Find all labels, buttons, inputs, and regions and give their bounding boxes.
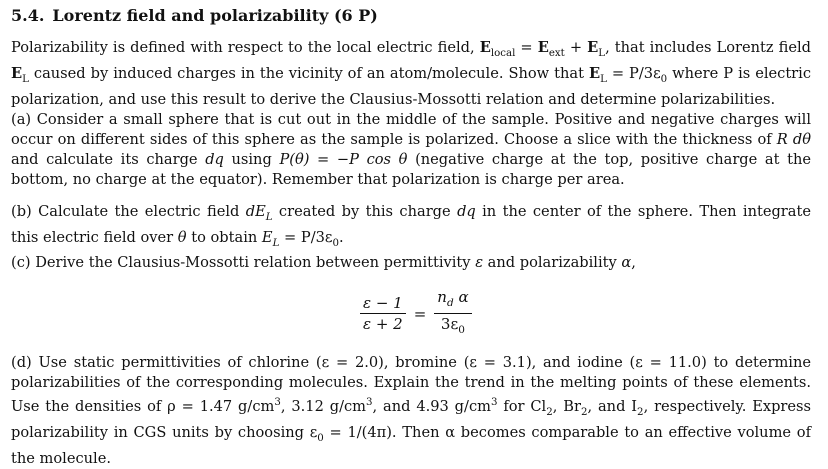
l-sub-2: L xyxy=(22,73,29,85)
e-l-3: E xyxy=(588,64,601,82)
part-a-text-3: using xyxy=(223,151,280,168)
part-c-text-1: (c) Derive the Clausius-Mossotti relation between permittivity xyxy=(11,254,476,271)
p-theta: P(θ) = −P cos θ xyxy=(279,151,408,168)
problem-title: Lorentz field and polarizability (6 P) xyxy=(52,6,378,25)
intro-paragraph xyxy=(11,38,811,110)
e-ext: E xyxy=(537,39,549,56)
part-c-paragraph xyxy=(11,253,811,273)
r-dtheta: R dθ xyxy=(776,131,811,148)
e-l: E xyxy=(587,39,599,56)
part-d-text-5: , Br xyxy=(552,397,581,415)
part-a-paragraph xyxy=(11,110,811,190)
part-d-text-3: , and 4.93 g/cm xyxy=(372,397,491,415)
e-l-b: E xyxy=(261,228,273,246)
problem-number: 5.4. xyxy=(11,6,45,25)
part-d-text-6: , and I xyxy=(587,397,638,415)
part-d-paragraph xyxy=(11,353,811,469)
rhs-alpha: α xyxy=(453,288,469,306)
de-l-sub: L xyxy=(265,211,273,223)
lhs-numerator: ε − 1 xyxy=(363,294,403,312)
br2-sub: 2 xyxy=(580,406,588,418)
dq-b: dq xyxy=(457,203,476,220)
part-b-text-6: . xyxy=(338,228,344,246)
rhs-den-sub: 0 xyxy=(458,324,465,336)
part-b-text-2: created by this charge xyxy=(272,203,458,220)
problem-heading xyxy=(11,5,378,27)
part-a-text-2: and calculate its charge xyxy=(11,151,206,168)
local-sub: local xyxy=(490,47,516,59)
part-b-text-3: in the center of the sphere. Then integrate this electric field over xyxy=(11,203,811,246)
theta: θ xyxy=(177,228,187,246)
equals: = xyxy=(515,39,538,56)
intro-text-1: Polarizability is defined with respect to the local electric field, xyxy=(11,39,480,56)
cube-3: 3 xyxy=(490,397,498,408)
plus: + xyxy=(564,39,588,56)
ext-sub: ext xyxy=(548,47,565,59)
part-b-paragraph xyxy=(11,202,811,254)
intro-text-4: = P/3ε xyxy=(606,64,661,82)
dq: dq xyxy=(205,151,224,168)
rhs-d: d xyxy=(446,297,454,309)
alpha: α xyxy=(621,254,632,271)
eps0-d-sub: 0 xyxy=(317,432,324,444)
part-d-text-2: , 3.12 g/cm xyxy=(280,397,366,415)
part-a-text-4: (negative charge at the top, positive charge at the bottom, no charge at the equator). Remember that polarization is charge per area. xyxy=(11,151,812,188)
part-b-text-4: to obtain xyxy=(186,228,262,246)
lhs-denominator: ε + 2 xyxy=(363,315,403,333)
epsilon: ε xyxy=(475,254,484,271)
intro-text-2: , that includes Lorentz field xyxy=(605,39,811,56)
intro-text-3: caused by induced charges in the vicinity of an atom/molecule. Show that xyxy=(28,64,589,82)
rhs-n: n xyxy=(437,288,447,306)
cl2-sub: 2 xyxy=(546,406,553,418)
equation-equals: = xyxy=(413,304,427,323)
rhs-fraction xyxy=(434,287,471,340)
l-sub-3: L xyxy=(600,73,607,85)
rhs-denominator: 3ε xyxy=(440,315,459,333)
e-l-2: E xyxy=(11,64,23,82)
part-a-text-1: (a) Consider a small sphere that is cut out in the middle of the sample. Positive and negative charges will occur on different sides of this sphere as the sample is polarized. Choose a slice with the thickness of xyxy=(11,111,811,148)
l-sub: L xyxy=(598,47,606,59)
lhs-fraction xyxy=(360,293,406,334)
part-d-text-8: = 1/(4π). Then α becomes comparable to an effective volume of the molecule. xyxy=(11,423,811,467)
part-b-text-1: (b) Calculate the electric field xyxy=(11,203,246,220)
part-c-text-3: , xyxy=(631,254,636,271)
intro-text-5: where P is electric polarization, and use this result to derive the Clausius-Mossotti relation and determine polarizabilities. xyxy=(11,64,811,108)
part-b-text-5: = P/3ε xyxy=(279,228,333,246)
clausius-mossotti-equation xyxy=(360,287,472,340)
eps0-sub: 0 xyxy=(660,73,668,85)
part-d-text-7: , respectively. Express polarizability in CGS units by choosing ε xyxy=(11,397,812,441)
i2-sub: 2 xyxy=(637,406,644,418)
part-c-text-2: and polarizability xyxy=(483,254,622,271)
e-local: E xyxy=(479,39,491,56)
cube-1: 3 xyxy=(274,397,281,408)
e-l-b-sub: L xyxy=(272,237,280,249)
part-d-text-1: (d) Use static permittivities of chlorine (ε = 2.0), bromine (ε = 3.1), and iodine (ε = 11.0) to determine polarizabilities of the corresponding molecules. Explain the trend in the melting points of these elements. Use the densities of ρ = 1.47 g/cm xyxy=(11,354,811,415)
eps0-b-sub: 0 xyxy=(332,237,339,249)
part-d-text-4: for Cl xyxy=(497,397,547,415)
cube-2: 3 xyxy=(366,397,373,408)
de-l: dE xyxy=(245,203,266,220)
